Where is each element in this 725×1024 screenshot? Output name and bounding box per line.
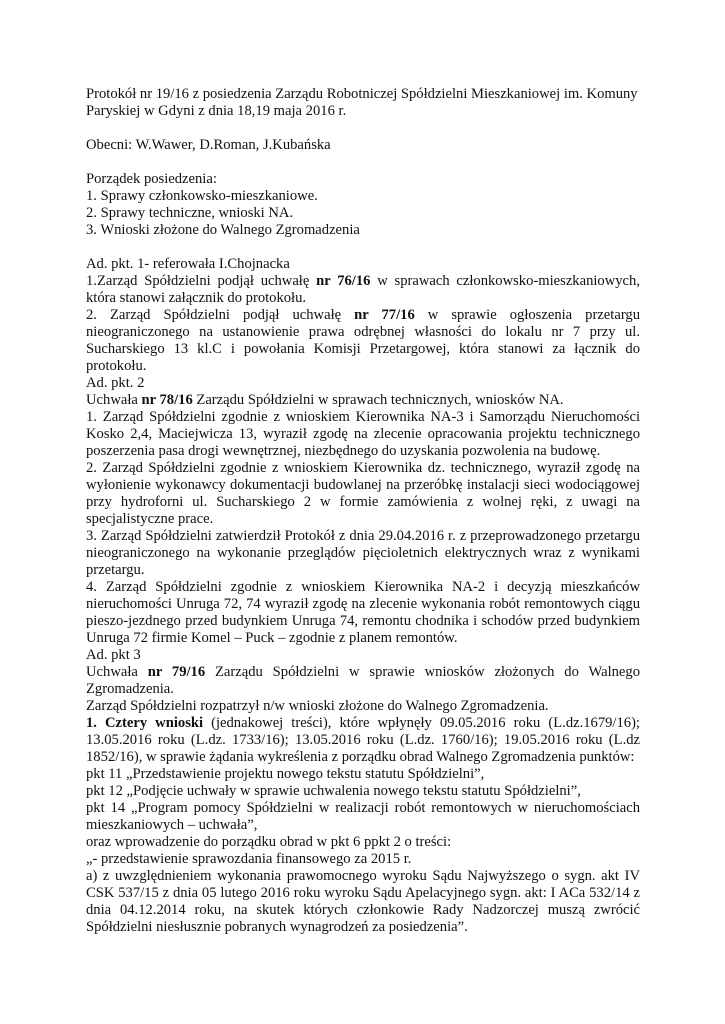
point-2-heading: Ad. pkt. 2 <box>86 375 145 391</box>
point-1-heading: Ad. pkt. 1- referowała I.Chojnacka <box>86 256 290 272</box>
agenda-point-12: pkt 12 „Podjęcie uchwały w sprawie uchwalenia nowego tekstu statutu Spółdzielni”, <box>86 783 581 799</box>
resolution-number: nr 79/16 <box>147 664 206 680</box>
technical-item: 1. Zarząd Spółdzielni zgodnie z wnioskiem Kierownika NA-3 i Samorządu Nieruchomości Kosko 2,4, Maciejwicza 13, wyraził zgodę na zlecenie opracowania projektu technicznego poszerzenia pasa drogi wewnętrznej, niezbędnego do uzyskania pozwolenia na budowę. <box>86 409 640 459</box>
motion-1: 1. Cztery wnioski (jednakowej treści), które wpłynęły 09.05.2016 roku (L.dz.1679/16); 13.05.2016 roku (L.dz. 1733/16); 13.05.2016 roku (L.dz. 1760/16); 19.05.2016 roku (L.dz 1852/16), w sprawie żądania wykreślenia z porządku obrad Walnego Zgromadzenia punktów: <box>86 715 640 765</box>
agenda-heading: Porządek posiedzenia: <box>86 171 217 187</box>
quoted-item: „- przedstawienie sprawozdania finansowego za 2015 r. <box>86 851 412 867</box>
resolution-78: Uchwała nr 78/16 Zarządu Spółdzielni w sprawach technicznych, wniosków NA. <box>86 392 564 408</box>
resolution-77: 2. Zarząd Spółdzielni podjął uchwałę nr 77/16 w sprawie ogłoszenia przetargu nieograniczonego na ustanowienie prawa odrębnej własności do lokalu nr 7 przy ul. Sucharskiego 13 kl.C i powołania Komisji Przetargowej, która stanowi za łącznik do protokołu. <box>86 307 641 374</box>
agenda-point-14: pkt 14 „Program pomocy Spółdzielni w realizacji robót remontowych w nieruchomościach mieszkaniowych – uchwała”, <box>86 800 640 833</box>
resolution-79: Uchwała nr 79/16 Zarządu Spółdzielni w sprawie wniosków złożonych do Walnego Zgromadzenia. <box>86 664 640 697</box>
resolution-76: 1.Zarząd Spółdzielni podjął uchwałę nr 76/16 w sprawach członkowsko-mieszkaniowych, która stanowi załącznik do protokołu. <box>86 273 640 306</box>
point-3-heading: Ad. pkt 3 <box>86 647 141 663</box>
technical-item: 3. Zarząd Spółdzielni zatwierdził Protokół z dnia 29.04.2016 r. z przeprowadzonego przetargu nieograniczonego na wykonanie przeglądów pięcioletnich elektrycznych wraz z wynikami przetargu. <box>86 528 640 578</box>
resolution-number: nr 76/16 <box>316 273 371 289</box>
agenda-item: 2. Sprawy techniczne, wnioski NA. <box>86 205 294 221</box>
protocol-title: Protokół nr 19/16 z posiedzenia Zarządu Robotniczej Spółdzielni Mieszkaniowej im. Komuny Paryskiej w Gdyni z dnia 18,19 maja 2016 r. <box>86 86 638 119</box>
item-a: a) z uwzględnieniem wykonania prawomocnego wyroku Sądu Najwyższego o sygn. akt IV CSK 537/15 z dnia 05 lutego 2016 roku wyroku Sądu Apelacyjnego sygn. akt: I ACa 532/14 z dnia 04.12.2014 roku, na skutek których członkowie Rady Nadzorczej muszą zwrócić Spółdzielni niesłusznie pobranych wynagrodzeń za posiedzenia”. <box>86 868 640 935</box>
technical-item: 4. Zarząd Spółdzielni zgodnie z wnioskiem Kierownika NA-2 i decyzją mieszkańców nieruchomości Unruga 72, 74 wyraził zgodę na zlecenie wykonania robót remontowych ciągu pieszo-jezdnego przed budynkiem Unruga 74, remontu chodnika i schodów przed budynkiem Unruga 72 firmie Komel – Puck – zgodnie z planem remontów. <box>86 579 640 646</box>
document-page <box>86 86 640 936</box>
motions-reviewed: Zarząd Spółdzielni rozpatrzył n/w wnioski złożone do Walnego Zgromadzenia. <box>86 698 549 714</box>
resolution-number: nr 78/16 <box>141 392 193 408</box>
agenda-item: 1. Sprawy członkowsko-mieszkaniowe. <box>86 188 318 204</box>
motion-1-label: 1. Cztery wnioski <box>86 715 204 731</box>
resolution-number: nr 77/16 <box>354 307 415 323</box>
attendees: Obecni: W.Wawer, D.Roman, J.Kubańska <box>86 137 331 153</box>
agenda-addition: oraz wprowadzenie do porządku obrad w pkt 6 ppkt 2 o treści: <box>86 834 452 850</box>
agenda-point-11: pkt 11 „Przedstawienie projektu nowego tekstu statutu Spółdzielni”, <box>86 766 485 782</box>
technical-item: 2. Zarząd Spółdzielni zgodnie z wnioskiem Kierownika dz. technicznego, wyraził zgodę na wyłonienie wykonawcy dokumentacji budowlanej na przeróbkę instalacji sieci wodociągowej przy hydroforni ul. Sucharskiego 2 w formie zamówienia z wolnej ręki, z uwagi na specjalistyczne prace. <box>86 460 640 527</box>
agenda-item: 3. Wnioski złożone do Walnego Zgromadzenia <box>86 222 360 238</box>
